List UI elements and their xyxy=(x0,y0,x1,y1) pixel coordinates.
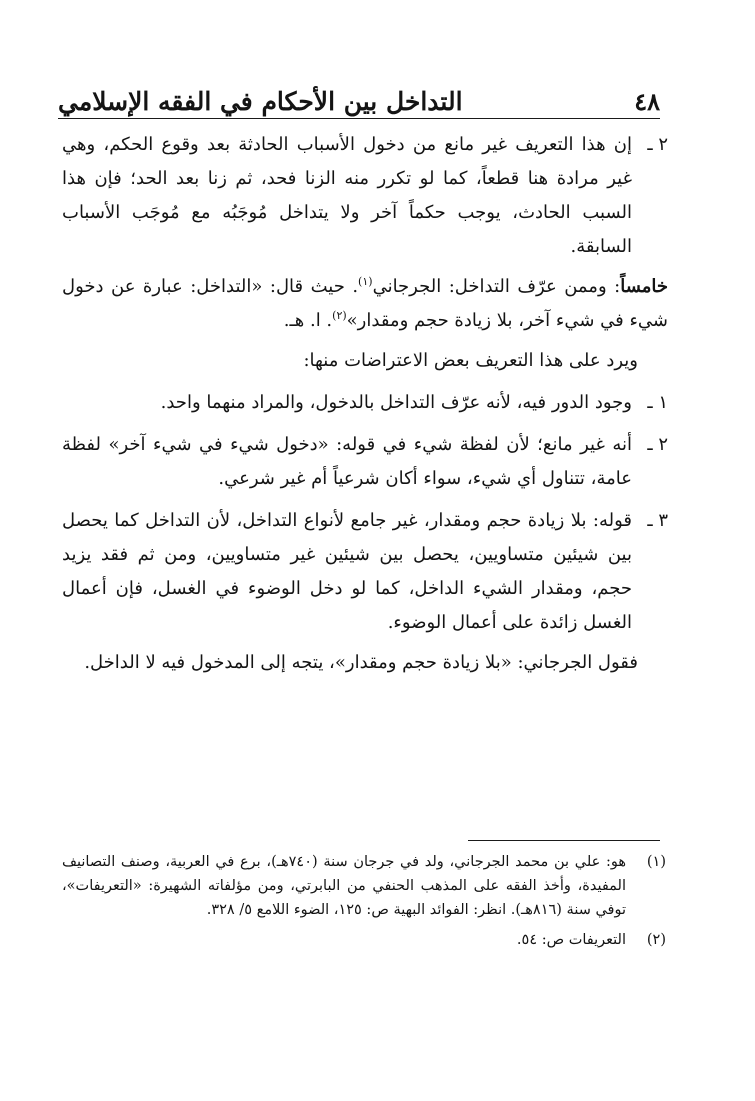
section-lead: خامساً xyxy=(620,276,668,297)
paragraph-text: . حيث قال: «التداخل: عبارة عن دخول شيء في شيء آخر، بلا زيادة حجم ومقدار» xyxy=(62,276,668,331)
item-text: إن هذا التعريف غير مانع من دخول الأسباب الحادثة بعد وقوع الحكم، وهي غير مرادة هنا قطعاً، كما لو تكرر منه الزنا فحد، ثم زنا بعد الحد؛ فإن هذا السبب الحادث، يوجب حكماً آخر ولا يتداخل مُوجَبُه مع مُوجَب الأسباب السابقة. xyxy=(62,134,632,257)
item-number: ١ ـ xyxy=(647,392,668,413)
item-text: أنه غير مانع؛ لأن لفظة شيء في قوله: «دخول شيء في شيء آخر» لفظة عامة، تتناول أي شيء، سواء أكان شرعياً أم غير شرعي. xyxy=(62,434,632,489)
objections-list xyxy=(62,386,668,640)
item-number: ٢ ـ xyxy=(647,434,668,455)
running-header xyxy=(58,74,660,114)
footnote-text: التعريفات ص: ٥٤. xyxy=(516,932,626,948)
item-text: قوله: بلا زيادة حجم ومقدار، غير جامع لأنواع التداخل، لأن التداخل كما يحصل بين شيئين متساويين، يحصل بين شيئين غير متساويين، ومن ثم فقد يزيد حجم، ومقدار الشيء الداخل، كما لو دخل الوضوء في الغسل، فإن أعمال الغسل زائدة على أعمال الوضوء. xyxy=(62,510,632,633)
conclusion-paragraph: فقول الجرجاني: «بلا زيادة حجم ومقدار»، يتجه إلى المدخول فيه لا الداخل. xyxy=(84,652,638,673)
list-item xyxy=(62,504,668,640)
footnote-ref-1[interactable]: (١) xyxy=(358,275,373,288)
running-title: التداخل بين الأحكام في الفقه الإسلامي xyxy=(58,87,463,116)
fifth-definition-paragraph xyxy=(62,270,668,338)
footnote-number: (١) xyxy=(646,854,666,870)
footnote-number: (٢) xyxy=(646,932,666,948)
footnote-text: هو: علي بن محمد الجرجاني، ولد في جرجان سنة (٧٤٠هـ)، برع في العربية، وصنف التصانيف المفيدة، وأخذ الفقه على المذهب الحنفي من البابرتي، ومن مؤلفاته الشهيرة: «التعريفات»، توفي سنة (٨١٦هـ). انظر: الفوائد البهية ص: ١٢٥، الضوء اللامع ٥/ ٣٢٨. xyxy=(62,854,626,918)
list-item xyxy=(62,386,668,420)
list-item xyxy=(62,128,668,264)
objections-intro: ويرد على هذا التعريف بعض الاعتراضات منها: xyxy=(303,350,638,371)
footnote xyxy=(62,928,666,952)
item-number: ٢ ـ xyxy=(647,134,668,155)
footnote-ref-2[interactable]: (٢) xyxy=(332,309,347,322)
page-number: ٤٨ xyxy=(634,87,660,116)
item-number: ٣ ـ xyxy=(647,510,668,531)
list-item xyxy=(62,428,668,496)
footnote-divider xyxy=(468,840,660,841)
header-divider xyxy=(58,118,660,119)
footnotes xyxy=(62,850,666,958)
footnote xyxy=(62,850,666,922)
paragraph-text: : وممن عرّف التداخل: الجرجاني xyxy=(372,276,621,297)
main-text xyxy=(62,128,668,680)
item-text: وجود الدور فيه، لأنه عرّف التداخل بالدخول، والمراد منهما واحد. xyxy=(160,392,632,413)
paragraph-text: . ا. هـ. xyxy=(283,310,333,331)
